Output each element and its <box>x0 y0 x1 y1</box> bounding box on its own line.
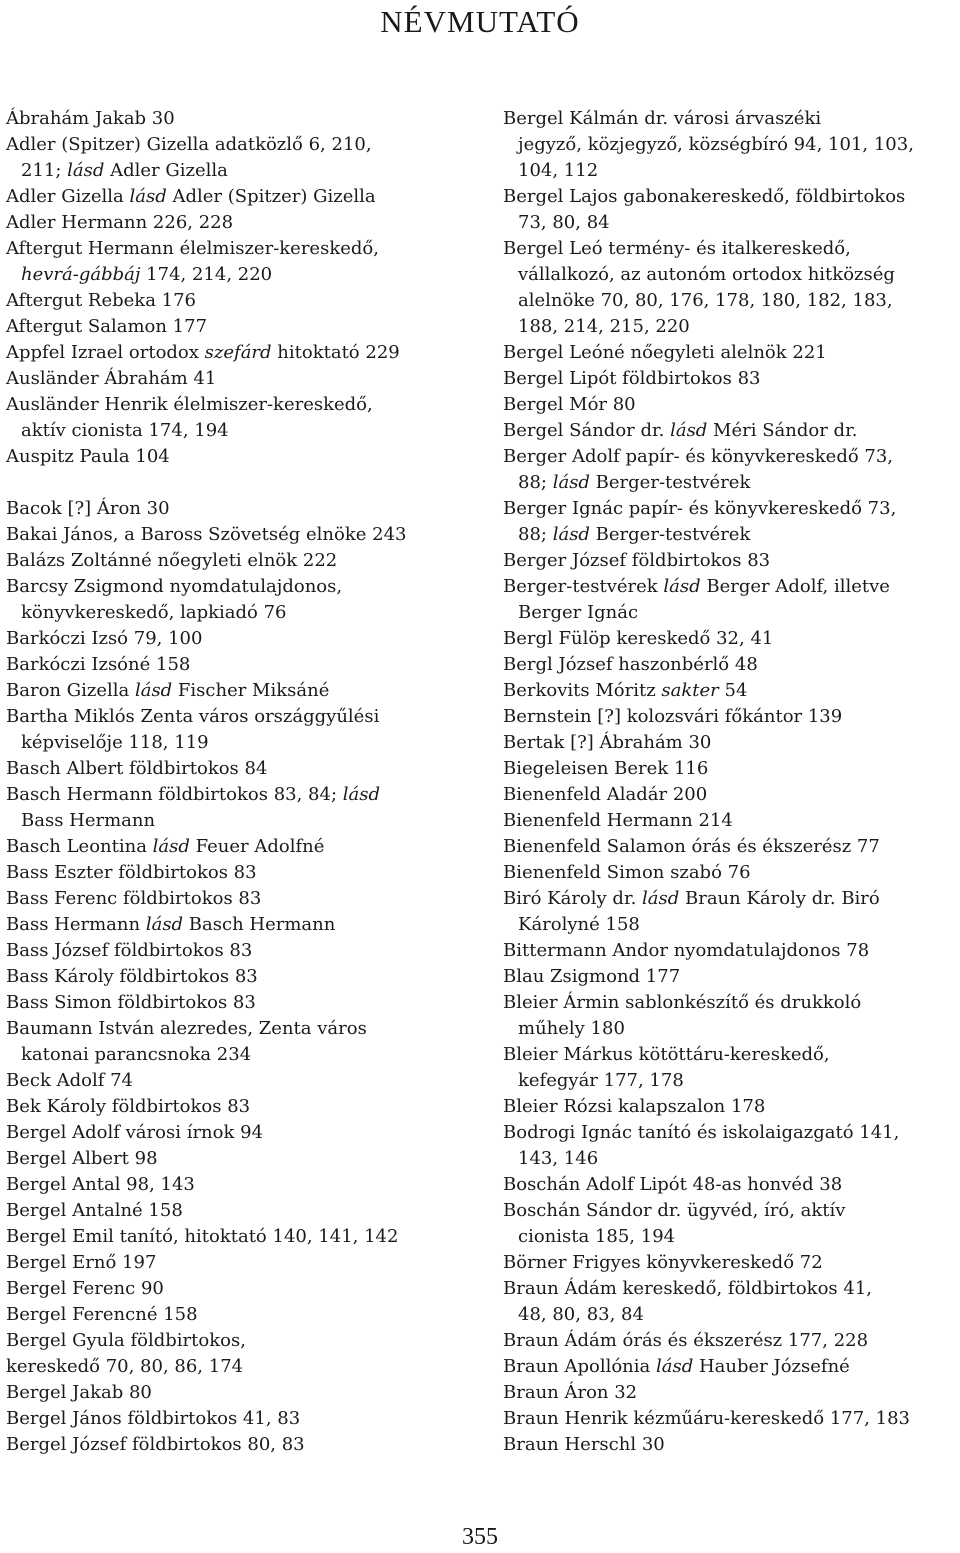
index-entry <box>503 1276 960 1328</box>
index-entry-continuation: 188, 214, 215, 220 <box>518 316 690 337</box>
index-entry <box>503 106 960 184</box>
index-entry-line: Bienenfeld Salamon órás és ékszerész 77 <box>503 836 880 857</box>
index-entry-line: Bergel Emil tanító, hitoktató 140, 141, 142 <box>6 1226 399 1247</box>
index-entry-continuation: cionista 185, 194 <box>518 1226 676 1247</box>
index-entry-continuation: vállalkozó, az autonóm ortodox hitközség <box>518 264 895 285</box>
index-entry-line: Bergel Antal 98, 143 <box>6 1174 195 1195</box>
index-entry <box>503 678 960 704</box>
index-entry <box>503 782 960 808</box>
index-entry <box>6 1250 484 1276</box>
index-entry-line: Bek Károly földbirtokos 83 <box>6 1096 251 1117</box>
index-entry-line: Berger Ignác papír- és könyvkereskedő 73, <box>503 498 897 519</box>
index-entry <box>6 548 484 574</box>
index-entry <box>503 574 960 626</box>
index-entry-line: Braun Áron 32 <box>503 1382 638 1403</box>
index-entry <box>503 1328 960 1354</box>
index-entry <box>6 392 484 444</box>
index-entry <box>6 522 484 548</box>
index-entry <box>6 1146 484 1172</box>
index-column-left <box>6 106 484 1458</box>
index-entry <box>503 548 960 574</box>
index-entry-line: Börner Frigyes könyvkereskedő 72 <box>503 1252 823 1273</box>
index-entry <box>6 1198 484 1224</box>
index-entry-continuation: jegyző, közjegyző, községbíró 94, 101, 103, <box>518 134 914 155</box>
index-entry <box>6 1302 484 1328</box>
index-entry <box>6 366 484 392</box>
index-entry <box>503 340 960 366</box>
italic-term: lásd <box>642 888 680 909</box>
index-entry-line: Bass Ferenc földbirtokos 83 <box>6 888 262 909</box>
index-entry <box>6 756 484 782</box>
index-entry-line: Aftergut Salamon 177 <box>6 316 208 337</box>
index-entry-line: Bergel Ferenc 90 <box>6 1278 164 1299</box>
index-entry-line: Baumann István alezredes, Zenta város <box>6 1018 367 1039</box>
index-entry-line: Bleier Márkus kötöttáru-kereskedő, <box>503 1044 830 1065</box>
index-entry-line: Bergel József földbirtokos 80, 83 <box>6 1434 305 1455</box>
index-entry-line: Ábrahám Jakab 30 <box>6 108 175 129</box>
index-entry-line: Bartha Miklós Zenta város országgyűlési <box>6 706 380 727</box>
index-entry-continuation: könyvkereskedő, lapkiadó 76 <box>21 602 287 623</box>
index-entry-line: Ausländer Henrik élelmiszer-kereskedő, <box>6 394 373 415</box>
index-entry <box>6 496 484 522</box>
index-entry-line: Berger-testvérek lásd Berger Adolf, illetve <box>503 576 890 597</box>
index-entry-line: Beck Adolf 74 <box>6 1070 133 1091</box>
index-entry <box>6 678 484 704</box>
index-entry <box>6 288 484 314</box>
index-entry-line: Bergel Jakab 80 <box>6 1382 152 1403</box>
index-entry-line: Baron Gizella lásd Fischer Miksáné <box>6 680 330 701</box>
index-entry-line: Blau Zsigmond 177 <box>503 966 681 987</box>
index-entry-line: Bienenfeld Simon szabó 76 <box>503 862 751 883</box>
index-entry-line: Bass József földbirtokos 83 <box>6 940 253 961</box>
index-entry-line: Bergel Sándor dr. lásd Méri Sándor dr. <box>503 420 858 441</box>
index-entry <box>6 782 484 834</box>
index-entry-line: Bertak [?] Ábrahám 30 <box>503 732 712 753</box>
index-entry <box>503 418 960 444</box>
italic-term: lásd <box>145 914 184 935</box>
index-entry-line: Bakai János, a Baross Szövetség elnöke 243 <box>6 524 407 545</box>
index-entry <box>503 1354 960 1380</box>
index-entry-line: Berger Adolf papír- és könyvkereskedő 73, <box>503 446 894 467</box>
index-entry <box>503 860 960 886</box>
italic-term: lásd <box>552 472 590 493</box>
index-entry <box>6 626 484 652</box>
index-entry <box>6 1094 484 1120</box>
index-column-right <box>503 106 960 1458</box>
italic-term: szefárd <box>204 342 272 363</box>
index-entry-line: Barkóczi Izsó 79, 100 <box>6 628 203 649</box>
index-entry-line: Braun Apollónia lásd Hauber Józsefné <box>503 1356 850 1377</box>
index-entry-line: Bergel Albert 98 <box>6 1148 158 1169</box>
index-entry-line: Bergel János földbirtokos 41, 83 <box>6 1408 301 1429</box>
index-entry <box>6 652 484 678</box>
index-entry <box>6 1276 484 1302</box>
index-entry <box>6 912 484 938</box>
index-entry-continuation: aktív cionista 174, 194 <box>21 420 229 441</box>
index-entry <box>503 938 960 964</box>
index-entry <box>503 392 960 418</box>
index-entry-line: Aftergut Rebeka 176 <box>6 290 197 311</box>
index-entry-line: Auspitz Paula 104 <box>6 446 170 467</box>
index-entry-line: Ausländer Ábrahám 41 <box>6 368 217 389</box>
index-entry <box>6 106 484 132</box>
index-entry-line: Bleier Ármin sablonkészítő és drukkoló <box>503 992 862 1013</box>
index-entry <box>503 1380 960 1406</box>
italic-term: lásd <box>152 836 190 857</box>
index-entry <box>6 1380 484 1406</box>
index-entry-line: Bass Simon földbirtokos 83 <box>6 992 256 1013</box>
index-entry-continuation: katonai parancsnoka 234 <box>21 1044 252 1065</box>
index-entry <box>503 1094 960 1120</box>
index-entry-line: Aftergut Hermann élelmiszer-kereskedő, <box>6 238 379 259</box>
index-entry-line: Braun Herschl 30 <box>503 1434 665 1455</box>
index-entry-line: Adler Gizella lásd Adler (Spitzer) Gizella <box>6 186 376 207</box>
index-entry <box>503 496 960 548</box>
index-entry-continuation: Berger Ignác <box>518 602 639 623</box>
index-entry <box>6 860 484 886</box>
index-entry <box>6 1432 484 1458</box>
index-entry-line: Balázs Zoltánné nőegyleti elnök 222 <box>6 550 338 571</box>
index-entry <box>503 1172 960 1198</box>
index-entry <box>503 1406 960 1432</box>
italic-term: lásd <box>342 784 380 805</box>
index-entry <box>6 340 484 366</box>
italic-term: lásd <box>134 680 173 701</box>
index-entry-line: Barkóczi Izsóné 158 <box>6 654 191 675</box>
italic-term: hevrá-gábbáj <box>21 264 141 285</box>
index-entry-line: Boschán Adolf Lipót 48-as honvéd 38 <box>503 1174 843 1195</box>
index-entry-line: Basch Albert földbirtokos 84 <box>6 758 268 779</box>
index-entry-line: Boschán Sándor dr. ügyvéd, író, aktív <box>503 1200 846 1221</box>
index-entry-continuation: 211; lásd Adler Gizella <box>21 160 228 181</box>
index-entry <box>6 184 484 210</box>
index-entry <box>6 704 484 756</box>
index-entry <box>6 1068 484 1094</box>
index-entry <box>503 1250 960 1276</box>
italic-term: lásd <box>655 1356 694 1377</box>
index-entry-continuation: 88; lásd Berger-testvérek <box>518 524 751 545</box>
index-entry-continuation: alelnöke 70, 80, 176, 178, 180, 182, 183, <box>518 290 893 311</box>
index-entry <box>6 886 484 912</box>
index-entry <box>503 704 960 730</box>
index-entry <box>6 444 484 470</box>
index-entry-continuation: 48, 80, 83, 84 <box>518 1304 644 1325</box>
index-entry-continuation: hevrá-gábbáj 174, 214, 220 <box>21 264 273 285</box>
index-entry-line: Bergl Fülöp kereskedő 32, 41 <box>503 628 774 649</box>
index-entry-line: Barcsy Zsigmond nyomdatulajdonos, <box>6 576 343 597</box>
index-entry-continuation: 104, 112 <box>518 160 599 181</box>
index-entry-continuation: kereskedő 70, 80, 86, 174 <box>6 1356 244 1377</box>
index-entry-continuation: kefegyár 177, 178 <box>518 1070 684 1091</box>
index-entry-line: Biegeleisen Berek 116 <box>503 758 709 779</box>
index-entry-line: Adler Hermann 226, 228 <box>6 212 234 233</box>
index-entry <box>6 990 484 1016</box>
index-entry-line: Bass Eszter földbirtokos 83 <box>6 862 257 883</box>
index-entry <box>503 1120 960 1172</box>
index-entry <box>6 210 484 236</box>
index-entry <box>503 652 960 678</box>
italic-term: lásd <box>670 420 708 441</box>
index-entry-continuation: képviselője 118, 119 <box>21 732 209 753</box>
index-entry-line: Bienenfeld Hermann 214 <box>503 810 733 831</box>
index-entry <box>6 314 484 340</box>
index-entry-line: Bergel Ferencné 158 <box>6 1304 198 1325</box>
index-entry-line: Braun Ádám kereskedő, földbirtokos 41, <box>503 1278 872 1299</box>
index-entry <box>6 1406 484 1432</box>
index-entry <box>6 236 484 288</box>
index-entry <box>503 1432 960 1458</box>
index-entry-continuation: 143, 146 <box>518 1148 599 1169</box>
index-entry <box>6 574 484 626</box>
index-entry-line: Bodrogi Ignác tanító és iskolaigazgató 141, <box>503 1122 900 1143</box>
index-entry <box>503 886 960 938</box>
index-entry-line: Bergel Mór 80 <box>503 394 636 415</box>
index-entry-line: Bergel Lipót földbirtokos 83 <box>503 368 761 389</box>
index-entry-line: Basch Leontina lásd Feuer Adolfné <box>6 836 325 857</box>
index-entry-line: Bass Hermann lásd Basch Hermann <box>6 914 336 935</box>
index-entry <box>503 756 960 782</box>
index-entry-continuation: Károlyné 158 <box>518 914 640 935</box>
index-entry-line: Berkovits Móritz sakter 54 <box>503 680 748 701</box>
index-entry-line: Berger József földbirtokos 83 <box>503 550 771 571</box>
index-entry-continuation: 73, 80, 84 <box>518 212 610 233</box>
index-entry-line: Braun Henrik kézműáru-kereskedő 177, 183 <box>503 1408 910 1429</box>
index-entry-line: Biró Károly dr. lásd Braun Károly dr. Biró <box>503 888 880 909</box>
index-entry-line: Bergl József haszonbérlő 48 <box>503 654 758 675</box>
index-entry-continuation: műhely 180 <box>518 1018 625 1039</box>
italic-term: sakter <box>661 680 719 701</box>
index-entry <box>503 366 960 392</box>
page-title: NÉVMUTATÓ <box>380 4 580 39</box>
index-entry <box>6 1328 484 1380</box>
index-entry-line: Bergel Leóné nőegyleti alelnök 221 <box>503 342 827 363</box>
index-entry-line: Bergel Leó termény- és italkereskedő, <box>503 238 851 259</box>
index-entry <box>503 184 960 236</box>
index-entry <box>503 236 960 340</box>
index-entry-line: Bittermann Andor nyomdatulajdonos 78 <box>503 940 870 961</box>
index-entry-continuation: Bass Hermann <box>21 810 156 831</box>
index-entry-line: Bienenfeld Aladár 200 <box>503 784 708 805</box>
index-entry <box>503 1198 960 1250</box>
index-entry-line: Bergel Kálmán dr. városi árvaszéki <box>503 108 822 129</box>
index-entry-line: Braun Ádám órás és ékszerész 177, 228 <box>503 1330 869 1351</box>
index-entry-line: Appfel Izrael ortodox szefárd hitoktató 229 <box>6 342 400 363</box>
index-entry-line: Bergel Antalné 158 <box>6 1200 183 1221</box>
index-entry-line: Bergel Lajos gabonakereskedő, földbirtokos <box>503 186 906 207</box>
index-entry-line: Bleier Rózsi kalapszalon 178 <box>503 1096 766 1117</box>
index-entry-line: Bass Károly földbirtokos 83 <box>6 966 258 987</box>
italic-term: lásd <box>129 186 167 207</box>
index-entry <box>503 834 960 860</box>
index-entry <box>6 1120 484 1146</box>
index-entry <box>503 990 960 1042</box>
italic-term: lásd <box>663 576 701 597</box>
index-entry <box>6 1016 484 1068</box>
index-entry-line: Basch Hermann földbirtokos 83, 84; lásd <box>6 784 380 805</box>
index-entry-line: Bacok [?] Áron 30 <box>6 498 170 519</box>
index-entry <box>503 808 960 834</box>
index-entry-line: Bernstein [?] kolozsvári főkántor 139 <box>503 706 843 727</box>
index-entry <box>503 626 960 652</box>
index-entry <box>6 938 484 964</box>
page-number: 355 <box>462 1524 498 1550</box>
index-entry <box>6 1172 484 1198</box>
index-entry-line: Bergel Ernő 197 <box>6 1252 157 1273</box>
index-entry <box>6 1224 484 1250</box>
index-entry <box>6 834 484 860</box>
index-entry <box>503 444 960 496</box>
italic-term: lásd <box>552 524 590 545</box>
index-entry <box>6 132 484 184</box>
index-entry-line: Bergel Adolf városi írnok 94 <box>6 1122 264 1143</box>
index-entry <box>503 1042 960 1094</box>
italic-term: lásd <box>67 160 105 181</box>
index-entry <box>503 964 960 990</box>
index-entry <box>503 730 960 756</box>
index-entry-line: Bergel Gyula földbirtokos, <box>6 1330 246 1351</box>
index-entry-line: Adler (Spitzer) Gizella adatközlő 6, 210, <box>6 134 372 155</box>
index-entry-continuation: 88; lásd Berger-testvérek <box>518 472 751 493</box>
index-entry <box>6 964 484 990</box>
